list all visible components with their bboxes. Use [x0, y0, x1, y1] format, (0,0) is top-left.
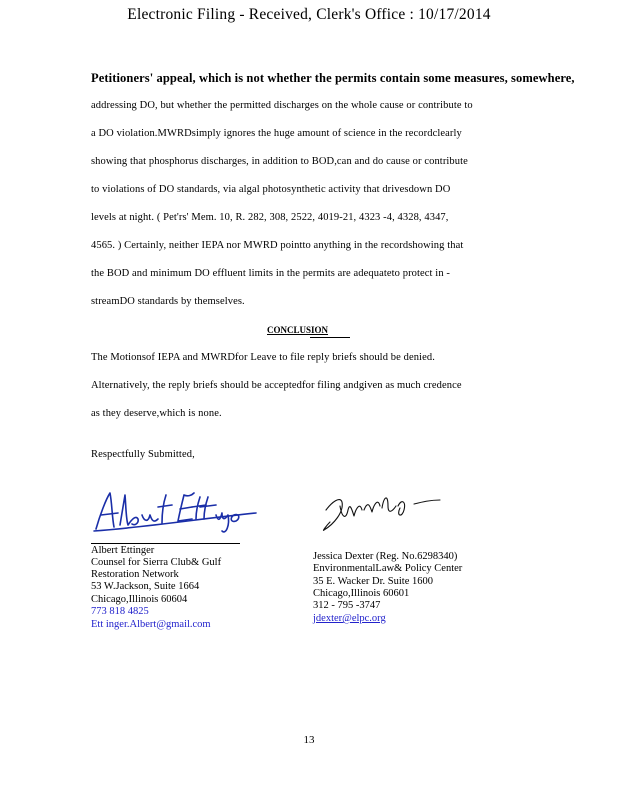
conclusion-line: Alternatively, the reply briefs should be acceptedfor filing andgiven as much credence: [91, 380, 462, 391]
signer-left-org: Counsel for Sierra Club& Gulf: [91, 557, 222, 568]
signer-left-email[interactable]: Ett inger.Albert@gmail.com: [91, 619, 211, 630]
signer-left-address: 53 W.Jackson, Suite 1664: [91, 581, 200, 592]
signer-right-email[interactable]: jdexter@elpc.org: [313, 613, 386, 624]
page-number: 13: [303, 734, 315, 746]
signer-right-city: Chicago,Illinois 60601: [313, 588, 410, 599]
signature-jessica-dexter: [318, 488, 444, 534]
body-line: to violations of DO standards, via algal photosynthetic activity that drivesdown DO: [91, 184, 451, 195]
signer-left-city: Chicago,Illinois 60604: [91, 594, 188, 605]
body-line: showing that phosphorus discharges, in addition to BOD,can and do cause or contribute: [91, 156, 468, 167]
body-line: levels at night. ( Pet'rs' Mem. 10, R. 282, 308, 2522, 4019-21, 4323 -4, 4328, 4347,: [91, 212, 449, 223]
body-line: a DO violation.MWRDsimply ignores the huge amount of science in the recordclearly: [91, 128, 462, 139]
signer-right-phone: 312 - 795 -3747: [313, 600, 381, 611]
closing-text: Respectfully Submitted,: [91, 449, 195, 460]
heading-underline: [310, 337, 350, 338]
signer-left-name: Albert Ettinger: [91, 545, 155, 556]
signer-left-phone[interactable]: 773 818 4825: [91, 606, 149, 617]
conclusion-line: as they deserve,which is none.: [91, 408, 222, 419]
conclusion-heading: CONCLUSION: [267, 325, 329, 335]
body-line: Petitioners' appeal, which is not whether the permits contain some measures, somewhere,: [91, 71, 575, 85]
body-line: addressing DO, but whether the permitted discharges on the whole cause or contribute to: [91, 100, 473, 111]
signer-right-name: Jessica Dexter (Reg. No.6298340): [313, 551, 458, 562]
signer-right-address: 35 E. Wacker Dr. Suite 1600: [313, 576, 433, 587]
signature-albert-ettinger: [88, 485, 260, 537]
body-line: 4565. ) Certainly, neither IEPA nor MWRD pointto anything in the recordshowing that: [91, 240, 464, 251]
body-line: streamDO standards by themselves.: [91, 296, 245, 307]
conclusion-line: The Motionsof IEPA and MWRDfor Leave to file reply briefs should be denied.: [91, 352, 435, 363]
signer-right-org: EnvironmentalLaw& Policy Center: [313, 563, 463, 574]
body-line: the BOD and minimum DO effluent limits in the permits are adequateto protect in -: [91, 268, 450, 279]
signature-line: [91, 543, 240, 544]
filing-stamp-header: Electronic Filing - Received, Clerk's Office : 10/17/2014: [127, 6, 491, 23]
signer-left-org-cont: Restoration Network: [91, 569, 179, 580]
